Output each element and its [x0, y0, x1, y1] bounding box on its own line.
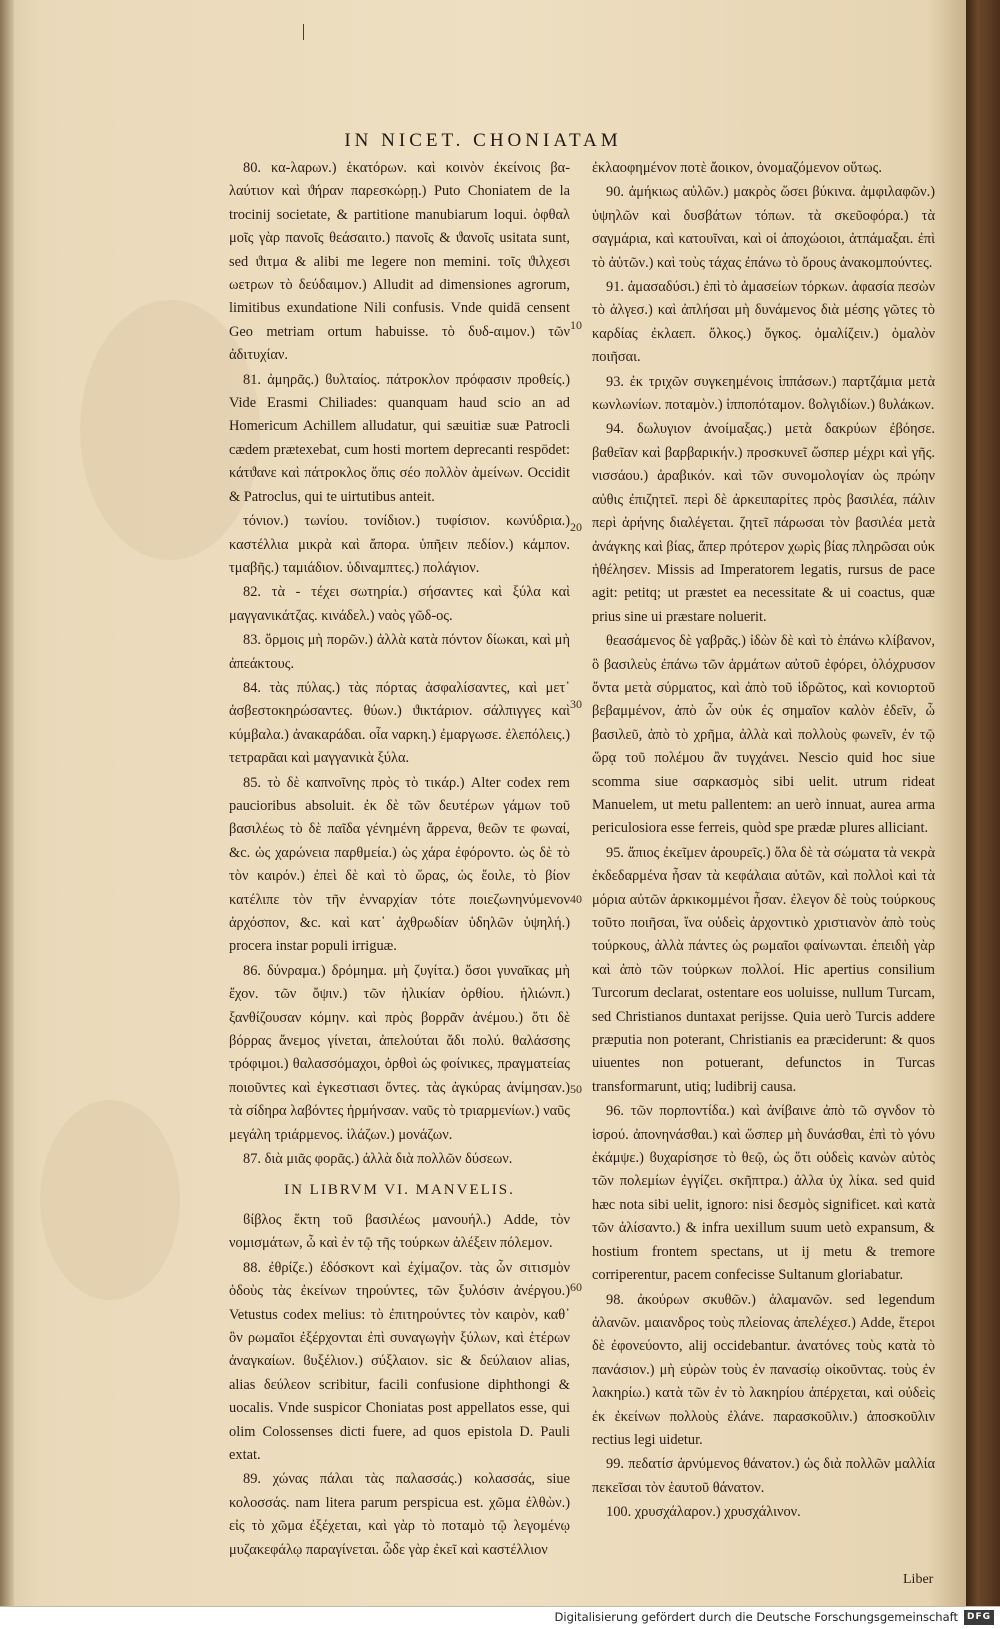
commentary-paragraph: ϐίβλος ἕκτη τοῦ βασιλέως μανουήλ.) Adde, τὸν νομισμάτων, ὦ καὶ ἐν τῷ τῆς τούρκων ἀλέξειν πόλεμον.	[229, 1211, 570, 1252]
line-number: 30	[570, 697, 582, 711]
line-number: 20	[570, 520, 582, 534]
commentary-paragraph: 86. δύνραμα.) δρόμημα. μὴ ζυγίτα.) ὅσοι γυναῖκας μὴ ἔχον. τῶν ὄψιν.) τῶν ἡλικίαν ὀρθίου. ἡλιώνπ.) ξανθίζουσαν κόμην. καὶ πρὸς βορρᾶν ἀνέμου.) ὅτι δὲ βόρρας ἄνεμος γίνεται, ἀπελούται ἄδι πολύ. θαλάσσης τρόφιμοι.) θαλασσόμαχοι, ὀρθοὶ ὡς φοίνικες, πραγματείας ποιοῦντες καὶ ἐγκεστιασι ὄντες. τὰς ἀγκύρας ἀνίμησαν.) τὰ σίδηρα λαβόντες ἠρμήνσαν. ναῦς τὸ τριαρμενίων.) ναῦς μεγάλη τριάρμενος. ἰλάζων.) μονάζων.	[229, 962, 570, 1143]
page-gutter	[0, 0, 14, 1628]
commentary-paragraph: τόνιον.) τωνίου. τονίδιον.) τυφίσιον. κωνύδρια.) καστέλλια μικρὰ καὶ ἄπορα. ὑπῆειν πεδίον.) κάμπον. τμαβῆς.) ταμιάδιον. ὑδιναμπτες.) πολάγιον.	[229, 513, 570, 576]
commentary-paragraph: 82. τὰ ‑ τέχει σωτηρία.) σήσαντες καὶ ξύλα καὶ μαγγανικάτζας. κινάδελ.) ναὸς γῶδ‑ος.	[229, 584, 570, 624]
commentary-paragraph: 85. τὸ δὲ καπνοῖνης πρὸς τὸ τικάρ.) Alter codex rem paucioribus absoluit. ἐκ δὲ τῶν δευτέρων γάμων τοῦ βασιλέως τὸ δὲ παῖδα γένημένη ἄρρενα, θεῶν τε φωναί, &c. ὡς χαρώνεια παρθμεία.) ὡς χάρα ἐφόροντο. ὡς δὲ τὸ τὸν καιρόν.) ἐπεὶ δὲ καὶ τὸ ὥρας, ὡς ἔοιλε, τὸ βίον κατέλιπε τὸν τῆν ἐνναρχίαν τότε ποιεζωνηνύμενον ἀρχόσπον, &c. καὶ κατ᾿ ἀχθρωδίαν ὑδηλῶν ὑψηλή.) procera instar populi irriguæ.	[229, 774, 570, 955]
dfg-logo-icon: DFG	[964, 1610, 994, 1625]
footer-bar	[0, 1606, 1000, 1629]
commentary-paragraph: 89. χώνας πάλαι τὰς παλασσάς.) κολασσάς, siue κολοσσάς. nam litera parum perspicua est. χῶμα ἐλθὼν.) εἰς τὸ χῶμα ἐξέχεται, καὶ γὰρ τὸ ποταμὸ τῷ λεγομένῳ μυζακεφάλῳ παραγίνεται. ὧδε γὰρ ἐκεῖ καὶ καστέλλιον	[229, 1471, 570, 1558]
book-binding-edge	[966, 0, 1000, 1628]
paper-stain	[40, 1100, 180, 1300]
commentary-paragraph: 100. χρυσχάλαρον.) χρυσχάλινον.	[606, 1504, 801, 1521]
line-number: 50	[570, 1082, 582, 1096]
line-number: 40	[570, 892, 582, 906]
commentary-paragraph: 95. ἄπιος ἐκεῖμεν ἀρουρεῖς.) ὅλα δὲ τὰ σώματα τὰ νεκρὰ ἐκδεδαρμένα ἦσαν τὰ κεφάλαια αὐτῶν, καὶ πολλοὶ καὶ τὰ μόρια αὐτῶν ἀρκικομμένοι ἦσαν. ἐλεγον δὲ τοὺς τούρκους τοῦτο ποιῆσαι, ἵνα οὐδεὶς ἀρχοντικὸ χριστιανὸν ἀπὸ τοὺς τούρκους, ἀλλὰ πάντες ὡς ρωμαῖοι φαίνωνται. ἐπειδὴ γὰρ καὶ ἀπὸ τῶν τούρκων πολλοί. Hic apertius consilium Turcorum declarat, ostentare eos uoluisse, nullum Turcam, sed Christianos duntaxat perijsse. Quia uerò Turcis addere præputia non poterant, Christianis ea præciderunt: & quos uiuentes non potuerant, defunctos in Turcas transformarunt, utiq; ludibrij causa.	[592, 844, 935, 1095]
commentary-paragraph: 90. ἀμήκιως αὐλῶν.) μακρὸς ὥσει βύκινα. ἀμφιλαφῶν.) ὑψηλῶν καὶ δυσβάτων τόπων. τὰ σκεῦοφόρα.) τὰ σαγμάρια, καὶ κατουῖναι, καὶ οἱ ἀποχώοιοι, ἀτπάμαξαι. ἐπὶ τὸ ἀὑτῶν.) καὶ τοὺς τάχας ἐπάνω τὸ ὄρους ἀνακομπούντες.	[592, 184, 935, 271]
commentary-paragraph: 93. ἐκ τριχῶν συγκεημένοις ἱππάσων.) παρτζάμια μετὰ κωνλωνίων. ποταμὸν.) ἱπποπόταμον. ϐολγιδίων.) ϐυλάκων.	[592, 373, 935, 414]
right-text-column	[592, 157, 935, 1526]
footer-credit: Digitalisierung gefördert durch die Deutsche Forschungsgemeinschaft	[554, 1610, 958, 1624]
commentary-paragraph: ἐκλαοφημένον ποτὲ ἄοικον, ὀνομαζόμενον οὕτως.	[592, 160, 882, 176]
commentary-paragraph: 88. ἐθρίζε.) ἐδόσκοντ καὶ ἐχίμαζον. τὰς ὧν σιτισμὸν ὁδοὺς τὰς ἐκείνων τηρούντες, τῶν ξυλόσιν ἀνέργου.) Vetustus codex melius: τὸ ἐπιτηρούντες τὸν καιρὸν, καθ᾿ ὃν ρωμαῖοι ἐξέρχονται ἐπὶ συναγωγὴν ξύλων, καὶ ἑτέρων ἀναγκαίων. ϐυξέλιον.) σύξλαιον. sic & δεύλαιον alias, alias δεύλεον scribitur, facili confusione diphthongi & uocalis. Vnde suspicor Choniatas post appellatos esse, qui olim Colossenses dicti fuere, ad quos epistola D. Pauli extat.	[229, 1259, 570, 1463]
section-heading: IN LIBRVM VI. MANVELIS.	[284, 1182, 515, 1199]
line-number: 60	[570, 1280, 582, 1294]
commentary-paragraph: 94. δωλυγιον ἀνοίμαξας.) μετὰ δακρύων ἐβόησε. βαθεῖαν καὶ βαρβαρικήν.) προσκυνεῖ ὥσπερ μέχρι καὶ γῆς. νισσάου.) ἀραβικόν. καὶ τῶν συνομολογίαν ὡς πρώην αὐθις ἐπιζητεῖ. περὶ δὲ ἀρκειπαρίτες πρὸς βασιλέα, πάλιν περὶ ἀρήνης διαλέγεται. ζητεῖ πάρωσαι τὸν βασιλέα μετὰ ἀνάγκης καὶ βίας, ἅπερ πρότερον χωρὶς βίας πληρῶσαι οὐκ ἠθέλησεν. Missis ad Imperatorem legatis, rursus de pace agit: petitq; ut præstet ea necessitate & ui coactus, quæ prius sine ui præstare noluerit.	[592, 421, 935, 625]
commentary-paragraph: 80. κα‑λαρων.) ἑκατόρων. καὶ κοινὸν ἐκείνοις βα‑ λαύτιον καὶ ϑήραν παρεσκώρῃ.) Puto Choniatem de la trocinij societate, & partitione manubiarum loqui. ὀφθαλ μοῖς γὰρ πανοῖς θεάσαιτο.) πανοῖς & ϑανοῖς usitata sunt, sed ϑιτμα & alibi me legere non memini. τοῖς ϑιλχεσι ωετρων τὸ δεύδαιμον.) Alludit ad dimensiones agrorum, limitibus exundatione Nili confusis. Vnde quidā censent Geo metriam ortum habuisse. τὸ δυδ‑αιμον.) τῶν ἀδιτυχίαν.	[229, 160, 570, 364]
commentary-paragraph: θεασάμενος δὲ γαβρᾶς.) ἰδὼν δὲ καὶ τὸ ἐπάνω κλίβανον, ὃ βασιλεὺς ἐπάνω τῶν ἁρμάτων αὐτοῦ ἐφόρει, ὁλόχρυσον ὄντα μετὰ σύρματος, καὶ ἀπὸ τοῦ ἱδρῶτος, καὶ κονιορτοῦ βεβαμμένον, ἀπὸ ὧν οὐκ ἐς σημαῖον καλὸν ἐδεῖν, ὦ βασιλεῦ, ἀπὸ τὸ χρῆμα, ἀλλὰ καὶ πολλοὺς φωνεῖν, ἐν τῷ ὥρᾳ τοῦ πολέμου ἂν τυγχάνει. Nescio quid hoc siue scomma siue σαρκασμὸς sibi uelit. utrum rideat Manuelem, ut metu pallentem: an uerò innuat, aurea arma periculosiora esse ferreis, quòd spe prædæ plures alliciant.	[592, 633, 935, 837]
margin-mark	[303, 24, 304, 40]
running-head: IN NICET. CHONIATAM	[344, 130, 622, 151]
commentary-paragraph: 99. πεδατίσ ἀρνύμενος θάνατον.) ὡς διὰ πολλῶν μαλλία πεκεῖσαι τὸν ἑαυτοῦ θάνατον.	[592, 1456, 935, 1496]
commentary-paragraph: 84. τὰς πύλας.) τὰς πόρτας ἀσφαλίσαντες, καὶ μετ᾿ ἀσβεστοκηρώσαντες. θύων.) ϑικτάριον. σάλπιγγες καὶ κύμβαλα.) ἀνακαράδαι. οἶα ναρκη.) ἐμαργωσε. ἐλεπόλεις.) τετραρᾶαι καὶ μαγγανικὰ ξύλα.	[229, 679, 570, 767]
commentary-paragraph: 98. ἀκούρων σκυθῶν.) ἀλαμανῶν. sed legendum ἀλανῶν. μαιανδρος τοὺς πλείονας ἀπελέχεσ.) Adde, ἕτεροι δὲ ἐφονεύοντο, alij occidebantur. ἀνατόνες τοὺς κατὰ τὸ πανάσιον.) μὴ εὑρὼν τοὺς ἐν πανασίῳ οἰκοῦντας. τοὺς ἐν λακηρίω.) κατὰ τῶν ἐν τὸ λακηρίου ἀπέρχεται, καὶ οὐδεὶς ἐκ ἐκείνων πολλοὺς ἐλάνε. παρασκοῦλιν.) ἀποσκοῦλιν rectius legi uidetur.	[592, 1291, 935, 1448]
commentary-paragraph: 81. ἀμηρᾶς.) ϐυλταίος. πάτροκλον πρόφασιν προθείς.) Vide Erasmi Chiliades: quanquam haud scio an ad Homericum Achillem alludatur, qui sæuitiæ suæ Patrocli cædem prætexebat, cum hosti mortem deprecanti respōdet: κάτϑανε καὶ πάτροκλος ὅπις σέο πολλὸν ἀμείνων. Occidit & Patroclus, qui te uirtutibus anteit.	[229, 371, 570, 505]
commentary-paragraph: 87. διὰ μιᾶς φορᾶς.) ἀλλὰ διὰ πολλῶν δύσεων.	[243, 1151, 513, 1168]
commentary-paragraph: 91. ἀμασαδύσι.) ἐπὶ τὸ ἀμασείων τόρκων. ἀφασία πεσὼν τὸ ἀλγεσ.) καὶ ἀπλήσαι μὴ δυνάμενος διὰ μέσης γῶτες τὸ καρδίας ἐκλαεπ. ὄλκος.) ὄγκος. ὁμαλίζειν.) ὁμαλὸν ποιῆσαι.	[592, 279, 935, 366]
left-text-column	[229, 157, 570, 1563]
commentary-paragraph: 83. ὅρμοις μὴ πορῶν.) ἀλλὰ κατὰ πόντον δίωκαι, καὶ μὴ ἀπεάκτους.	[229, 632, 570, 672]
line-number: 10	[570, 318, 582, 332]
commentary-paragraph: 96. τῶν πορποντίδα.) καὶ ἀνίβαινε ἀπὸ τῶ σγνδον τὸ ἱσρού. ἀπονηνάσθαι.) καὶ ὥσπερ μὴ δυνάσθαι, ἐπὶ τὸ γόνυ ἐκάμψε.) ϐυχαρίσησε τὸ θεῷ, ὡς ὅτι οὐδεὶς κανὼν αὐτὸς τῶν πολεμίων ἐγγίζει. σκῆπτρα.) ἀλλα ὑχ λίκα. sed quid hæc nota sibi uelit, ignoro: nisi δεσμὸς significet. καὶ κατὰ τῶν ἀλίσαντο.) & infra uexillum suum uetò expansum, & hostium frontem spectans, ut ij metu & tremore corriperentur, pacem confecisse Sultanum gloriabatur.	[592, 1103, 935, 1284]
catchword: Liber	[903, 1572, 934, 1587]
